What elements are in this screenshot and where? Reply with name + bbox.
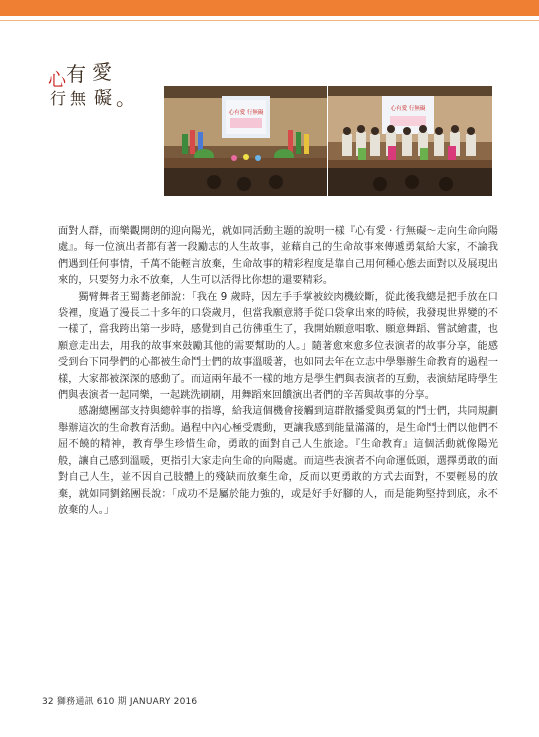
article-paragraph: 面對人群，而樂觀開朗的迎向陽光，就如同活動主題的說明一樣『心有愛 · 行無礙～走向生命向陽處』。每一位演出者都有著一段勵志的人生故事，並藉自己的生命故事來傳遞勇氣給大家，不論我們遇到任何事情，千萬不能輕言放棄，生命故事的精彩程度是靠自己用何種心態去面對以及展現出來的，只要努力永不放棄，人生可以活得比你想的還要精彩。 <box>58 226 498 287</box>
top-accent-line <box>0 20 539 21</box>
logo-char: 。 <box>116 86 136 110</box>
logo-char: 礙 <box>94 88 112 109</box>
article-paragraph: 感謝總團部支持與總幹事的指導，給我這個機會接觸到這群散播愛與勇氣的鬥士們，共同規劃舉辦這次的生命教育活動。過程中內心極受震動，更讓我感到能量滿滿的，是生命鬥士們以他們不屈不饒的精神，教育學生珍惜生命，勇敢的面對自己人生旅途。『生命教育』這個活動就像陽光般，讓自己感到溫暖，更指引大家走向生命的向陽處。而這些表演者不向命運低頭，選擇勇敢的面對自己人生，並不因自己肢體上的殘缺而放棄生命，反而以更勇敢的方式去面對，不要輕易的放棄，就如同劉銘團長說：「成功不是屬於能力強的，或是好手好腳的人，而是能夠堅持到底，永不放棄的人。」 <box>58 406 498 516</box>
article-paragraph: 獨臂舞者王蜀蕎老師說：「我在 9 歲時，因左手手掌被絞肉機絞斷，從此後我總是把手放在口袋裡，度過了漫長二十多年的口袋歲月，但當我願意將手從口袋拿出來的時候，我發現世界變的不一樣了，當我跨出第一步時，感覺到自己彷彿重生了，我開始願意唱歌、願意舞蹈、嘗試繪畫，也願意走出去，用我的故事來鼓勵其他的需要幫助的人。」隨著愈來愈多位表演者的故事分享，能感受到台下同學們的心都被生命鬥士們的故事溫暖著，也如同去年在立志中學舉辦生命教育的過程一樣，大家都被深深的感動了。而這兩年最不一樣的地方是學生們與表演者的互動，表演結尾時學生們與表演者一起同樂，一起跳洗刷刷，用舞蹈來回饋演出者們的辛苦與故事的分享。 <box>58 291 498 402</box>
screen-banner-text: 心有愛 行無礙 <box>228 110 264 116</box>
logo-char: 有 <box>66 62 86 86</box>
group-photo-illustration <box>328 86 492 196</box>
event-photo-stage <box>164 86 327 196</box>
screen-banner-text: 心有愛 行無礙 <box>390 106 426 112</box>
logo-char: 無 <box>70 89 87 108</box>
logo-char: 行 <box>50 89 67 108</box>
page-footer: 32 獅務通訊 610 期 JANUARY 2016 <box>42 697 198 707</box>
top-accent-bar <box>0 0 539 16</box>
logo-char: 愛 <box>92 60 112 84</box>
stage-photo-illustration <box>164 86 327 196</box>
article-body <box>58 224 498 519</box>
logo-char: 心 <box>48 70 66 91</box>
event-photo-group <box>328 86 492 196</box>
calligraphy-logo <box>36 52 154 110</box>
